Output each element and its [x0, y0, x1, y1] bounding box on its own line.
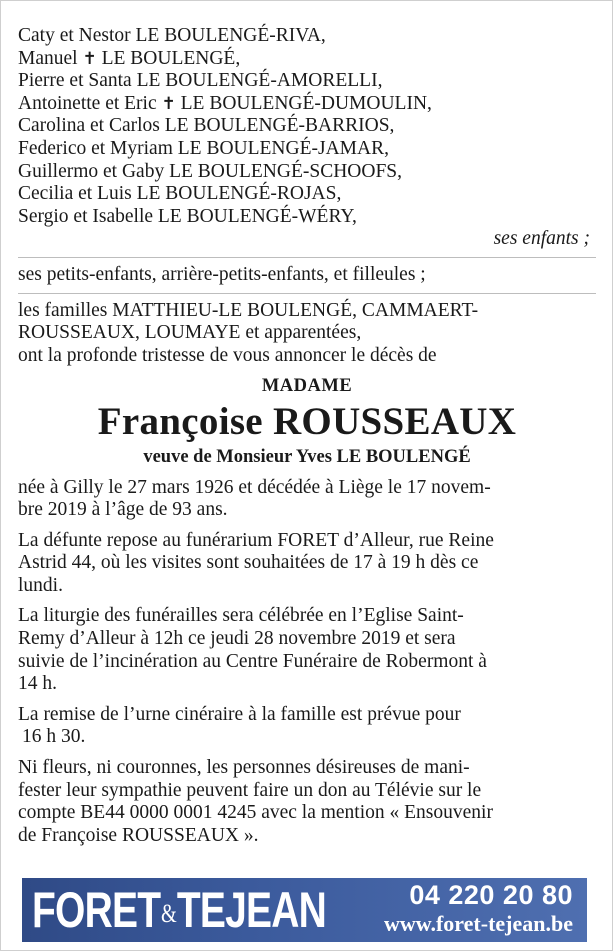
paragraph-line: de Françoise ROUSSEAUX ». [18, 824, 259, 846]
child-line [18, 183, 596, 206]
paragraph-line: bre 2019 à l’âge de 93 ans. [18, 499, 228, 521]
paragraph-line: fester leur sympathie peuvent faire un don au Télévie sur le [18, 779, 482, 801]
child-text: Caty et Nestor LE BOULENGÉ-RIVA, [18, 25, 326, 46]
cross-icon: ✝ [161, 93, 176, 114]
paragraph-line: née à Gilly le 27 mars 1926 et décédée à Liège le 17 novem- [18, 476, 491, 498]
flowers-paragraph [18, 757, 596, 847]
paragraph-line: La liturgie des funérailles sera célébrée en l’Eglise Saint- [18, 605, 464, 627]
child-text: Pierre et Santa LE BOULENGÉ-AMORELLI, [18, 70, 383, 92]
children-label: ses enfants ; [493, 228, 590, 250]
paragraph-line: La remise de l’urne cinéraire à la famille est prévue pour [18, 703, 461, 725]
grandchildren-line: ses petits-enfants, arrière-petits-enfants, et filleules ; [18, 263, 426, 285]
child-line [18, 48, 596, 71]
paragraph-line: La défunte repose au funérarium FORET d’Alleur, rue Reine [18, 529, 494, 551]
families-line: les familles MATTHIEU-LE BOULENGÉ, CAMMAERT- [18, 299, 479, 321]
urn-paragraph [18, 704, 596, 749]
child-text: Sergio et Isabelle LE BOULENGÉ-WÉRY, [18, 205, 357, 227]
funeral-home-banner [22, 878, 587, 942]
obituary-content [18, 25, 596, 847]
paragraph-line: lundi. [18, 574, 63, 596]
paragraph-line: Ni fleurs, ni couronnes, les personnes désireuses de mani- [18, 757, 470, 779]
paragraph-line: Remy d’Alleur à 12h ce jeudi 28 novembre 2019 et sera [18, 628, 456, 650]
child-line [18, 25, 596, 48]
phone-number: 04 220 20 80 [409, 880, 573, 910]
child-text: Antoinette et Eric [18, 92, 162, 114]
logo-amp: & [161, 898, 177, 928]
child-text: Manuel [18, 47, 83, 69]
child-text: LE BOULENGÉ, [96, 47, 241, 69]
divider [18, 257, 596, 258]
liturgy-paragraph [18, 605, 596, 695]
child-text: Cecilia et Luis LE BOULENGÉ-ROJAS, [18, 183, 342, 205]
paragraph-line: compte BE44 0000 0001 4245 avec la mention « Ensouvenir [18, 802, 493, 824]
child-text: Federico et Myriam LE BOULENGÉ-JAMAR, [18, 137, 389, 159]
deceased-widow: veuve de Monsieur Yves LE BOULENGÉ [143, 446, 471, 467]
child-text: Carolina et Carlos LE BOULENGÉ-BARRIOS, [18, 115, 395, 137]
logo-right: TEJEAN [176, 882, 327, 938]
divider [18, 293, 596, 294]
families-line: ROUSSEAUX, LOUMAYE et apparentées, [18, 322, 362, 344]
logo-left: FORET [32, 882, 161, 938]
birth-paragraph [18, 477, 596, 522]
paragraph-line: Astrid 44, où les visites sont souhaitées de 17 à 19 h dès ce [18, 552, 479, 574]
cross-icon: ✝ [82, 48, 97, 69]
children-list [18, 25, 596, 251]
child-line [18, 70, 596, 93]
deceased-title: MADAME [261, 376, 353, 397]
child-line [18, 93, 596, 116]
website-link[interactable]: www.foret-tejean.be [384, 911, 573, 936]
child-line [18, 138, 596, 161]
child-text: Guillermo et Gaby LE BOULENGÉ-SCHOOFS, [18, 160, 403, 182]
child-text: LE BOULENGÉ-DUMOULIN, [175, 92, 432, 114]
paragraph-line: 16 h 30. [22, 726, 86, 748]
funeral-home-logo [32, 881, 326, 942]
rest-paragraph [18, 530, 596, 598]
child-line [18, 115, 596, 138]
child-line [18, 161, 596, 184]
child-line [18, 206, 596, 229]
paragraph-line: suivie de l’incinération au Centre Funéraire de Robermont à [18, 650, 487, 672]
deceased-name: Françoise ROUSSEAUX [97, 399, 517, 443]
announce-line: ont la profonde tristesse de vous annoncer le décès de [18, 344, 437, 366]
paragraph-line: 14 h. [18, 673, 57, 695]
